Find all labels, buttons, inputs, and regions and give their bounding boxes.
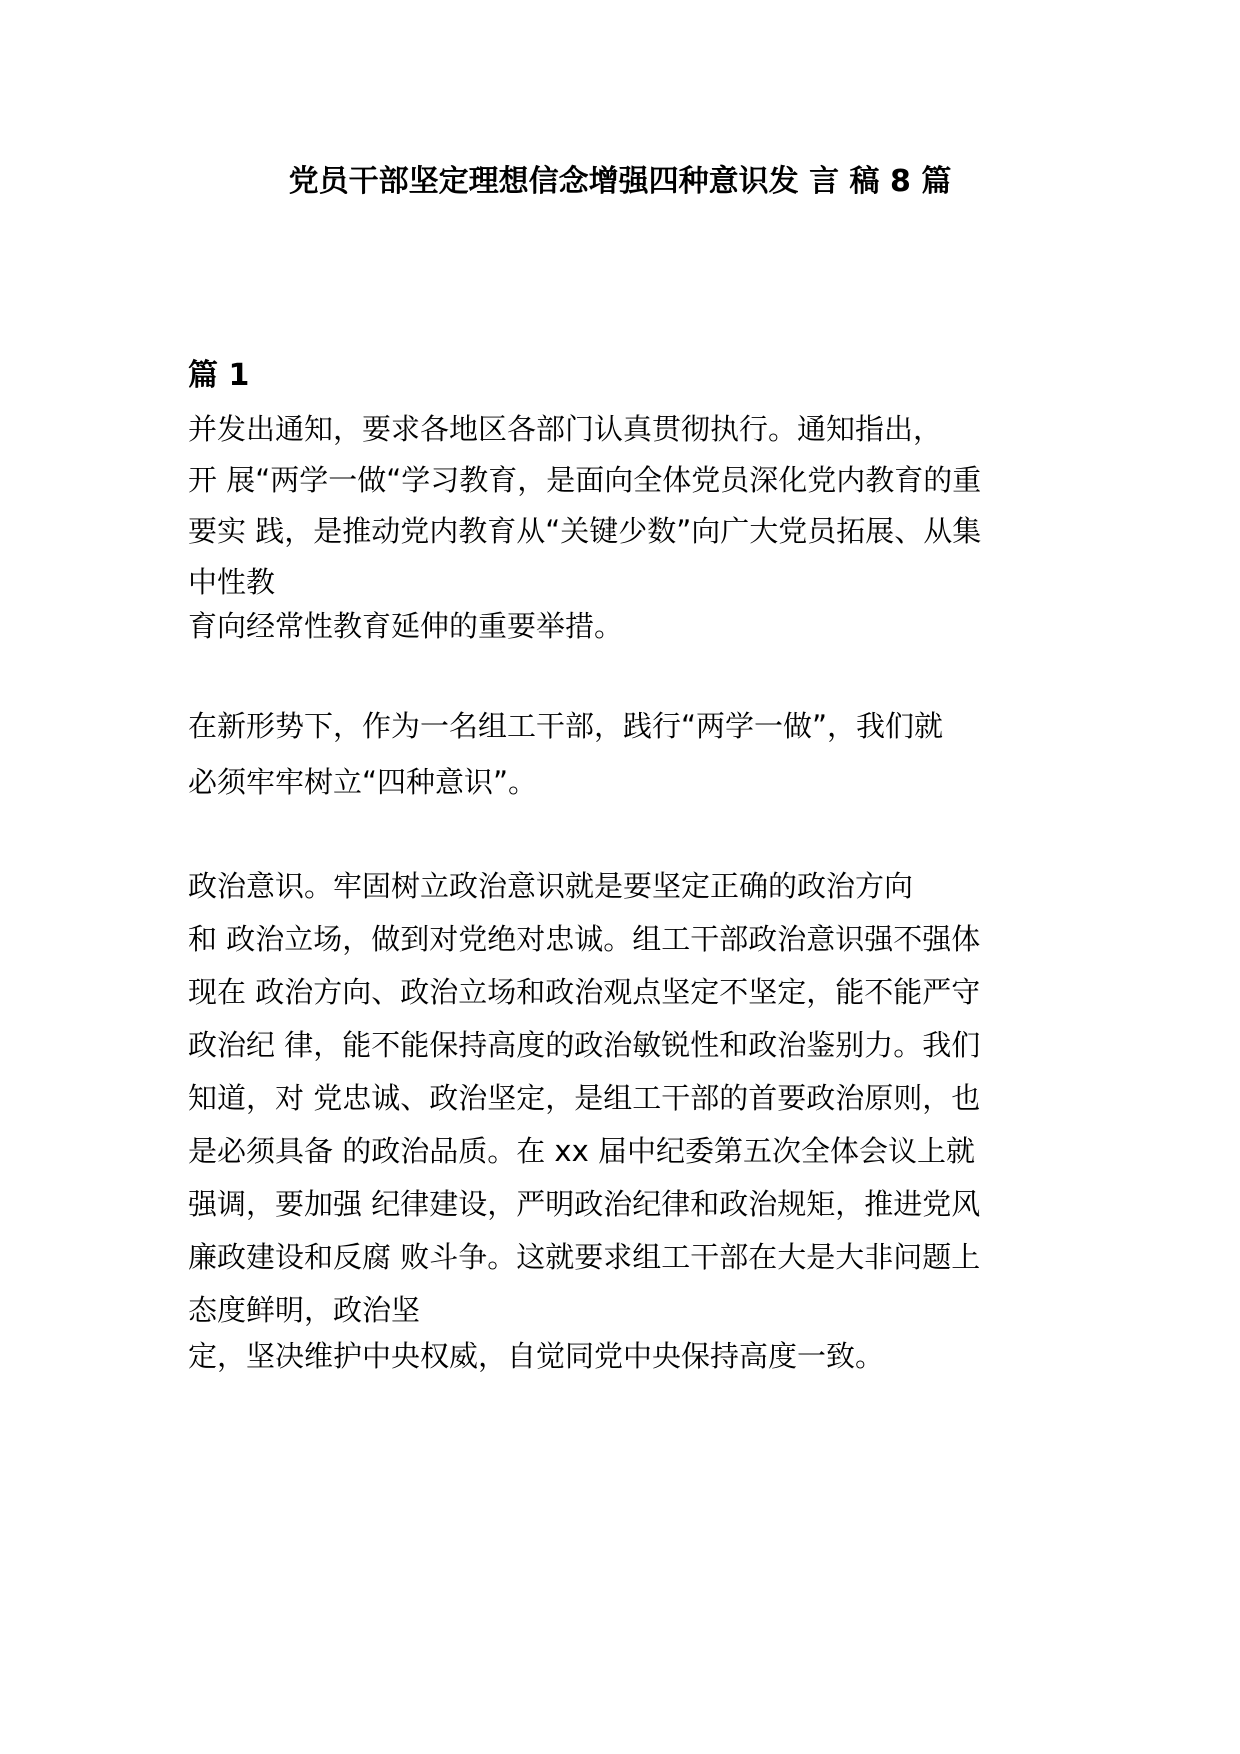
paragraph-line: 和 政治立场，做到对党绝对忠诚。组工干部政治意识强不强体 bbox=[188, 922, 981, 956]
document-title: 党员干部坚定理想信念增强四种意识发 言 稿 8 篇 bbox=[288, 164, 952, 199]
paragraph-line: 政治纪 律，能不能保持高度的政治敏锐性和政治鉴别力。我们 bbox=[188, 1028, 981, 1062]
paragraph-line: 定，坚决维护中央权威，自觉同党中央保持高度一致。 bbox=[188, 1339, 885, 1373]
paragraph-line: 并发出通知，要求各地区各部门认真贯彻执行。通知指出， bbox=[188, 412, 943, 446]
paragraph-line: 政治意识。牢固树立政治意识就是要坚定正确的政治方向 bbox=[188, 869, 914, 903]
paragraph-line: 现在 政治方向、政治立场和政治观点坚定不坚定，能不能严守 bbox=[188, 975, 981, 1009]
paragraph-line: 育向经常性教育延伸的重要举措。 bbox=[188, 609, 624, 643]
paragraph-line: 强调，要加强 纪律建设，严明政治纪律和政治规矩，推进党风 bbox=[188, 1187, 981, 1221]
paragraph-line: 在新形势下，作为一名组工干部，践行“两学一做”，我们就 bbox=[188, 709, 944, 743]
paragraph-line: 必须牢牢树立“四种意识”。 bbox=[188, 765, 538, 799]
paragraph-line: 廉政建设和反腐 败斗争。这就要求组工干部在大是大非问题上 bbox=[188, 1240, 981, 1274]
paragraph-line: 中性教 bbox=[188, 565, 276, 599]
paragraph-line: 态度鲜明，政治坚 bbox=[188, 1293, 421, 1327]
paragraph-line: 要实 践，是推动党内教育从“关键少数”向广大党员拓展、从集 bbox=[188, 514, 982, 548]
paragraph-line: 是必须具备 的政治品质。在 xx 届中纪委第五次全体会议上就 bbox=[188, 1134, 975, 1168]
section-heading: 篇 1 bbox=[188, 358, 250, 393]
paragraph-line: 知道，对 党忠诚、政治坚定，是组工干部的首要政治原则，也 bbox=[188, 1081, 981, 1115]
paragraph-line: 开 展“两学一做“学习教育，是面向全体党员深化党内教育的重 bbox=[188, 463, 982, 497]
